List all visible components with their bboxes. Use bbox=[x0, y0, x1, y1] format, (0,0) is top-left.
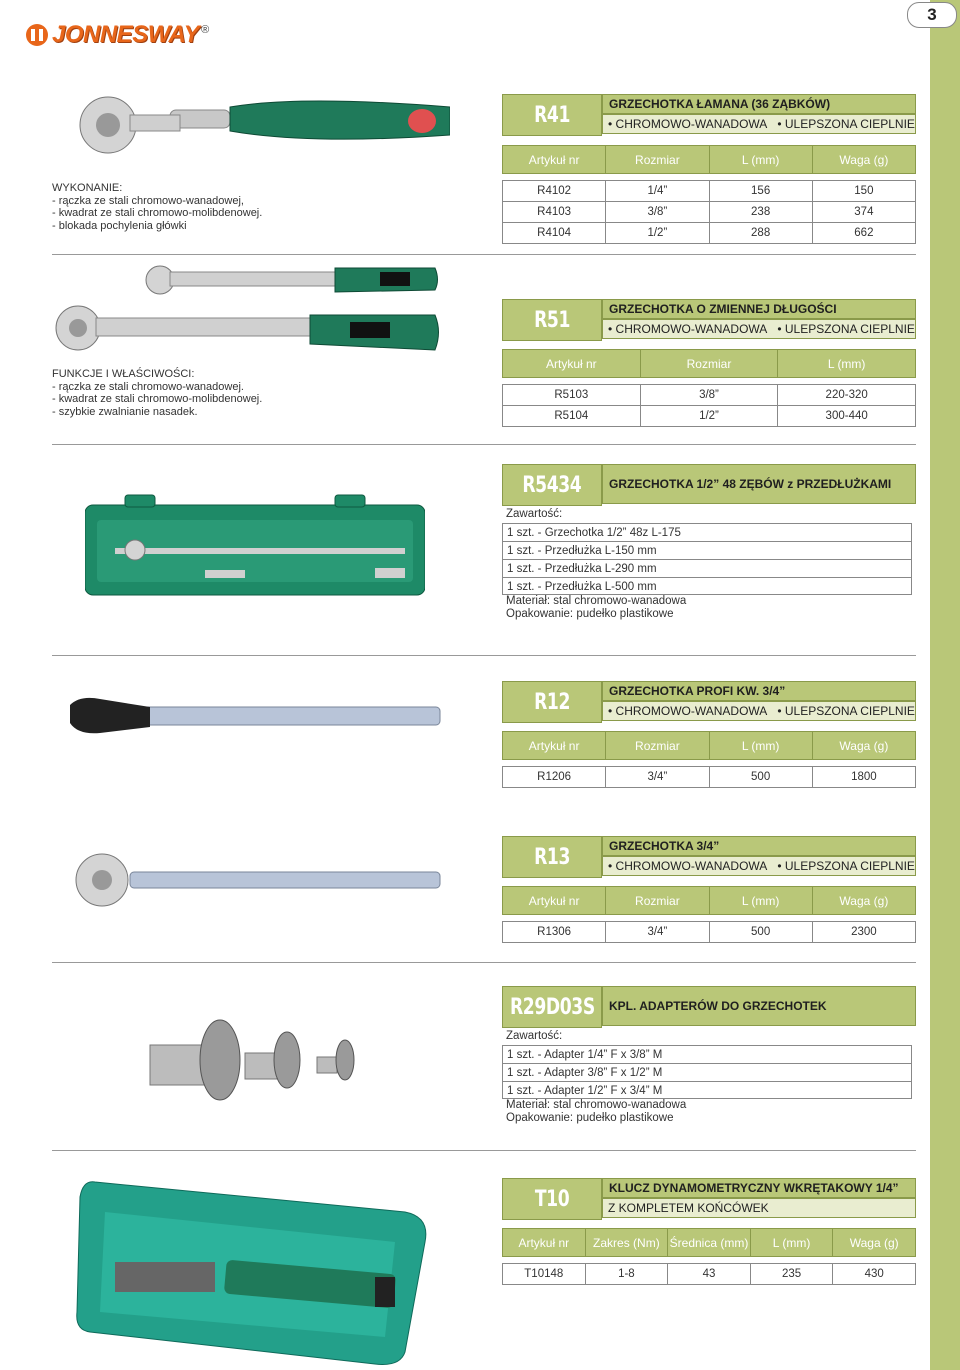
r41-title: GRZECHOTKA ŁAMANA (36 ZĄBKÓW) bbox=[602, 94, 916, 114]
r51-features: FUNKCJE I WŁAŚCIWOŚCI: - rączka ze stali chromowo-wanadowej. - kwadrat ze stali chromowo-molibdenowej. - szybkie zwalnianie nasadek. bbox=[52, 368, 263, 418]
r13-attributes: • CHROMOWO-WANADOWA • ULEPSZONA CIEPLNIE bbox=[602, 856, 916, 876]
r12-title: GRZECHOTKA PROFI KW. 3/4” bbox=[602, 681, 916, 701]
r12-code: R12 bbox=[502, 681, 602, 723]
table-row: R5104 1/2” 300-440 bbox=[503, 406, 916, 427]
r51-attributes: • CHROMOWO-WANADOWA • ULEPSZONA CIEPLNIE bbox=[602, 319, 916, 339]
t10-subtitle: Z KOMPLETEM KOŃCÓWEK bbox=[602, 1198, 916, 1218]
r29d03s-title: KPL. ADAPTERÓW DO GRZECHOTEK bbox=[602, 986, 916, 1026]
r51-ratchet-image bbox=[50, 260, 450, 360]
brand-name: JONNESWAY bbox=[52, 21, 200, 48]
r5434-title: GRZECHOTKA 1/2” 48 ZĘBÓW z PRZEDŁUŻKAMI bbox=[602, 464, 916, 504]
section-divider bbox=[52, 962, 916, 963]
r51-spec-table bbox=[502, 349, 916, 427]
r12-ratchet-image bbox=[70, 695, 450, 745]
r12-spec-table bbox=[502, 731, 916, 788]
r29d03s-adapters-image bbox=[145, 1015, 370, 1105]
page-sidebar-band bbox=[930, 0, 960, 1370]
r13-spec-table bbox=[502, 886, 916, 943]
r41-ratchet-image bbox=[70, 85, 450, 165]
section-divider bbox=[52, 254, 916, 255]
list-item: 1 szt. - Grzechotka 1/2” 48z L-175 bbox=[502, 523, 912, 541]
r13-ratchet-image bbox=[70, 850, 450, 910]
r13-title: GRZECHOTKA 3/4” bbox=[602, 836, 916, 856]
r29d03s-code: R29D03S bbox=[502, 986, 602, 1028]
section-divider bbox=[52, 444, 916, 445]
brand-logo bbox=[26, 20, 209, 50]
packaging-note: Opakowanie: pudełko plastikowe bbox=[506, 608, 674, 620]
page-number: 3 bbox=[907, 2, 957, 28]
registered-mark: ® bbox=[201, 24, 210, 36]
r12-attributes: • CHROMOWO-WANADOWA • ULEPSZONA CIEPLNIE bbox=[602, 701, 916, 721]
table-row: R4102 1/4” 156 150 bbox=[503, 181, 916, 202]
table-header-row: Artykuł nr Rozmiar L (mm) Waga (g) bbox=[503, 887, 916, 915]
material-note: Materiał: stal chromowo-wanadowa bbox=[506, 1099, 687, 1111]
table-header-row: Artykuł nr Rozmiar L (mm) Waga (g) bbox=[503, 732, 916, 760]
t10-title: KLUCZ DYNAMOMETRYCZNY WKRĘTAKOWY 1/4” bbox=[602, 1178, 916, 1198]
t10-code: T10 bbox=[502, 1178, 602, 1220]
r41-attributes: • CHROMOWO-WANADOWA • ULEPSZONA CIEPLNIE bbox=[602, 114, 916, 134]
r5434-code: R5434 bbox=[502, 464, 602, 506]
section-divider bbox=[52, 655, 916, 656]
list-item: 1 szt. - Adapter 1/4” F x 3/8” M bbox=[502, 1045, 912, 1063]
table-row: R1306 3/4” 500 2300 bbox=[503, 922, 916, 943]
list-item: 1 szt. - Przedłużka L-500 mm bbox=[502, 577, 912, 595]
list-item: 1 szt. - Adapter 3/8” F x 1/2” M bbox=[502, 1063, 912, 1081]
contents-label: Zawartość: bbox=[506, 1030, 563, 1042]
table-row: R5103 3/8” 220-320 bbox=[503, 385, 916, 406]
list-item: 1 szt. - Przedłużka L-150 mm bbox=[502, 541, 912, 559]
r29d03s-contents bbox=[506, 1028, 912, 1125]
r13-code: R13 bbox=[502, 836, 602, 878]
material-note: Materiał: stal chromowo-wanadowa bbox=[506, 595, 687, 607]
r5434-case-image bbox=[85, 490, 425, 600]
table-row: R1206 3/4” 500 1800 bbox=[503, 767, 916, 788]
r51-code: R51 bbox=[502, 299, 602, 341]
table-header-row: Artykuł nr Rozmiar L (mm) Waga (g) bbox=[503, 146, 916, 174]
table-row: R4103 3/8” 238 374 bbox=[503, 202, 916, 223]
r41-spec-table bbox=[502, 145, 916, 244]
r51-title: GRZECHOTKA O ZMIENNEJ DŁUGOŚCI bbox=[602, 299, 916, 319]
list-item: 1 szt. - Przedłużka L-290 mm bbox=[502, 559, 912, 577]
t10-case-image bbox=[75, 1172, 435, 1367]
packaging-note: Opakowanie: pudełko plastikowe bbox=[506, 1112, 674, 1124]
contents-label: Zawartość: bbox=[506, 508, 563, 520]
table-header-row: Artykuł nr Zakres (Nm) Średnica (mm) L (mm) Waga (g) bbox=[503, 1229, 916, 1257]
table-header-row: Artykuł nr Rozmiar L (mm) bbox=[503, 350, 916, 378]
table-row: R4104 1/2” 288 662 bbox=[503, 223, 916, 244]
r5434-contents bbox=[506, 506, 912, 621]
section-divider bbox=[52, 1150, 916, 1151]
table-row: T10148 1-8 43 235 430 bbox=[503, 1264, 916, 1285]
r41-features: WYKONANIE: - rączka ze stali chromowo-wanadowej, - kwadrat ze stali chromowo-molibdenowej. - blokada pochylenia główki bbox=[52, 182, 263, 232]
r41-code: R41 bbox=[502, 94, 602, 136]
t10-spec-table bbox=[502, 1228, 916, 1285]
logo-icon bbox=[26, 24, 48, 46]
list-item: 1 szt. - Adapter 1/2” F x 3/4” M bbox=[502, 1081, 912, 1099]
